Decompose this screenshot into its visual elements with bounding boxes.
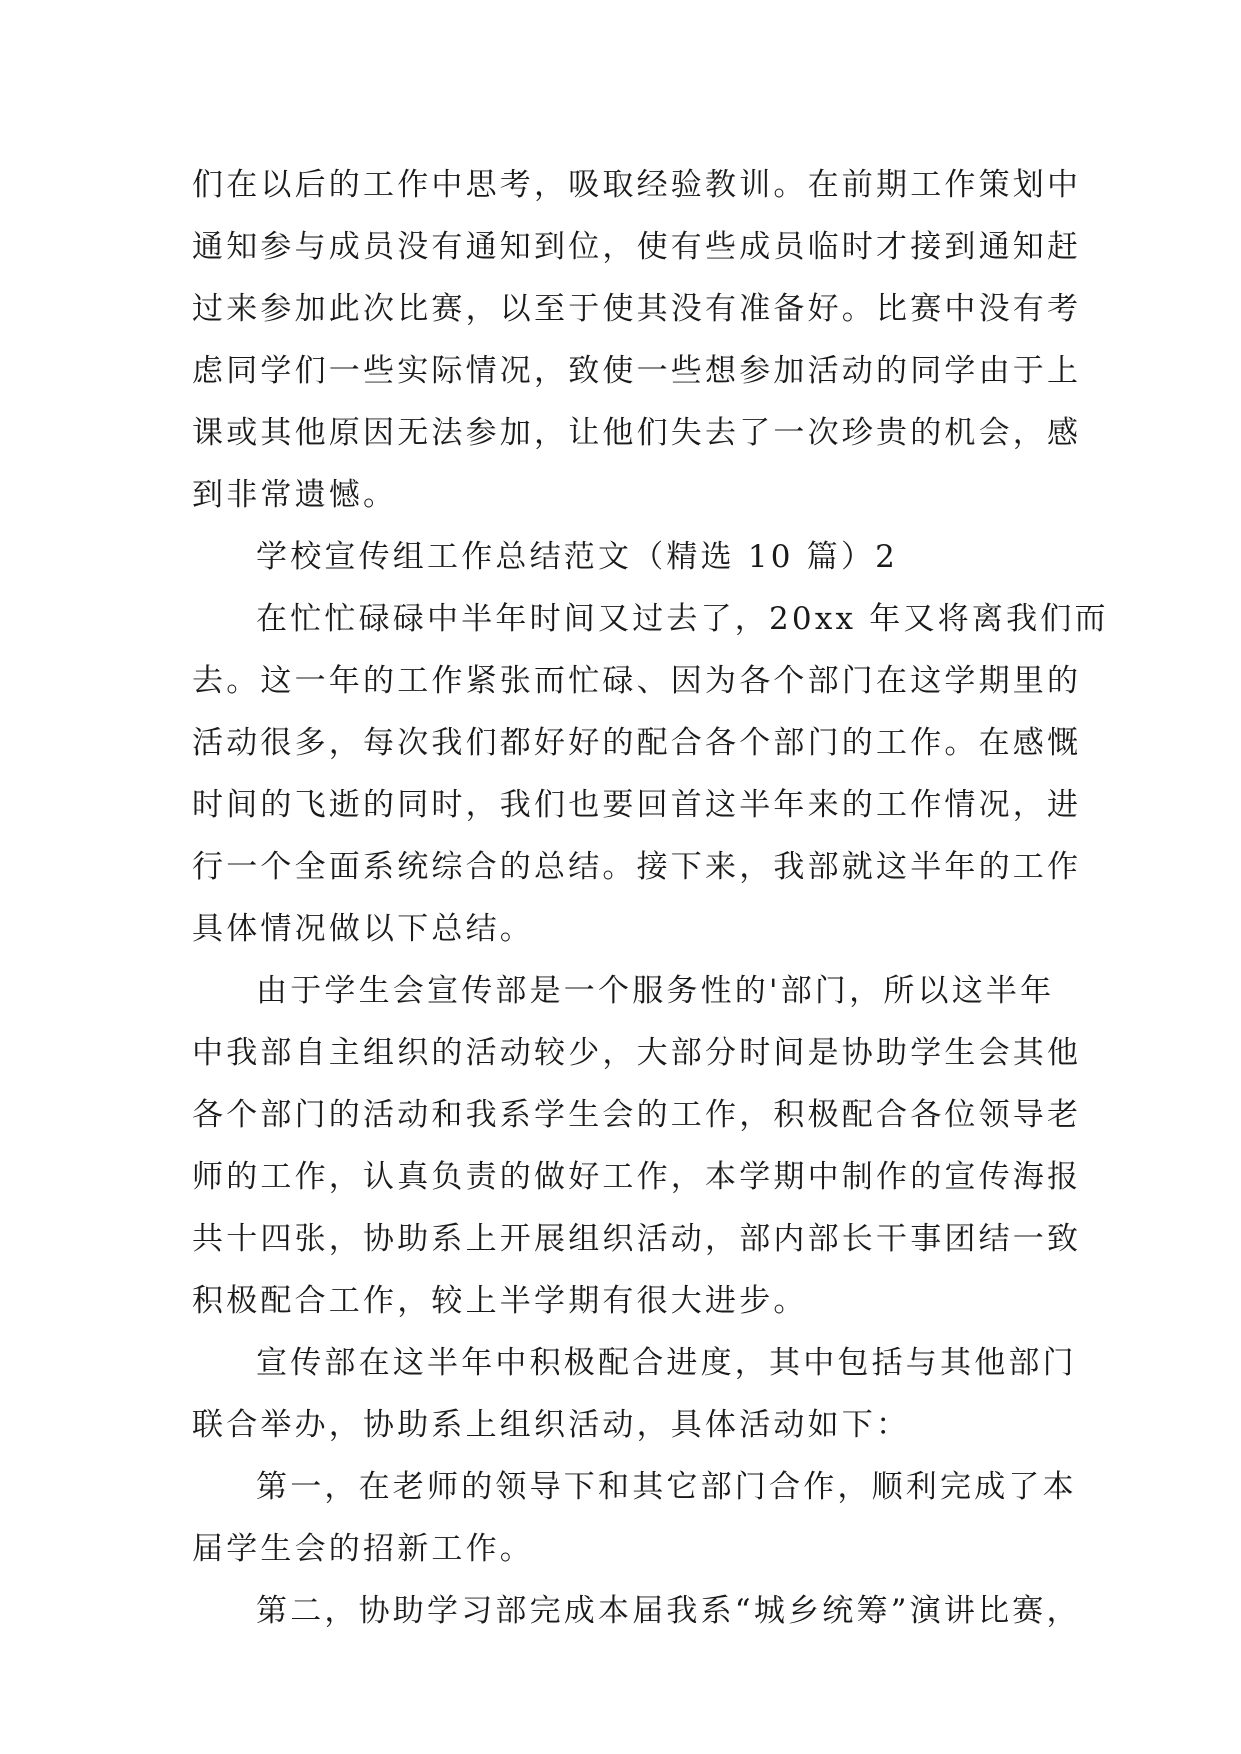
text-line: 行一个全面系统综合的总结。接下来，我部就这半年的工作: [192, 849, 1082, 885]
text-line: 活动很多，每次我们都好好的配合各个部门的工作。在感慨: [192, 725, 1082, 761]
text-line: 第二，协助学习部完成本届我系“城乡统筹”演讲比赛，: [256, 1593, 1081, 1629]
text-line: 到非常遗憾。: [192, 477, 398, 513]
text-line: 中我部自主组织的活动较少，大部分时间是协助学生会其他: [192, 1035, 1082, 1071]
text-line: 们在以后的工作中思考，吸取经验教训。在前期工作策划中: [192, 167, 1082, 203]
text-line: 在忙忙碌碌中半年时间又过去了，20xx 年又将离我们而: [256, 601, 1109, 637]
text-line: 第一，在老师的领导下和其它部门合作，顺利完成了本: [256, 1469, 1077, 1505]
text-line: 共十四张，协助系上开展组织活动，部内部长干事团结一致: [192, 1221, 1082, 1257]
section-heading: 学校宣传组工作总结范文（精选 10 篇）2: [256, 539, 899, 575]
text-line: 时间的飞逝的同时，我们也要回首这半年来的工作情况，进: [192, 787, 1082, 823]
text-line: 去。这一年的工作紧张而忙碌、因为各个部门在这学期里的: [192, 663, 1082, 699]
text-line: 师的工作，认真负责的做好工作，本学期中制作的宣传海报: [192, 1159, 1082, 1195]
text-line: 通知参与成员没有通知到位，使有些成员临时才接到通知赶: [192, 229, 1082, 265]
text-line: 虑同学们一些实际情况，致使一些想参加活动的同学由于上: [192, 353, 1082, 389]
text-line: 宣传部在这半年中积极配合进度，其中包括与其他部门: [256, 1345, 1077, 1381]
text-line: 积极配合工作，较上半学期有很大进步。: [192, 1283, 808, 1319]
text-line: 由于学生会宣传部是一个服务性的'部门，所以这半年: [256, 973, 1055, 1009]
text-line: 课或其他原因无法参加，让他们失去了一次珍贵的机会，感: [192, 415, 1082, 451]
text-line: 过来参加此次比赛，以至于使其没有准备好。比赛中没有考: [192, 291, 1082, 327]
text-line: 具体情况做以下总结。: [192, 911, 534, 947]
text-line: 各个部门的活动和我系学生会的工作，积极配合各位领导老: [192, 1097, 1082, 1133]
text-line: 联合举办，协助系上组织活动，具体活动如下：: [192, 1407, 911, 1443]
text-line: 届学生会的招新工作。: [192, 1531, 534, 1567]
